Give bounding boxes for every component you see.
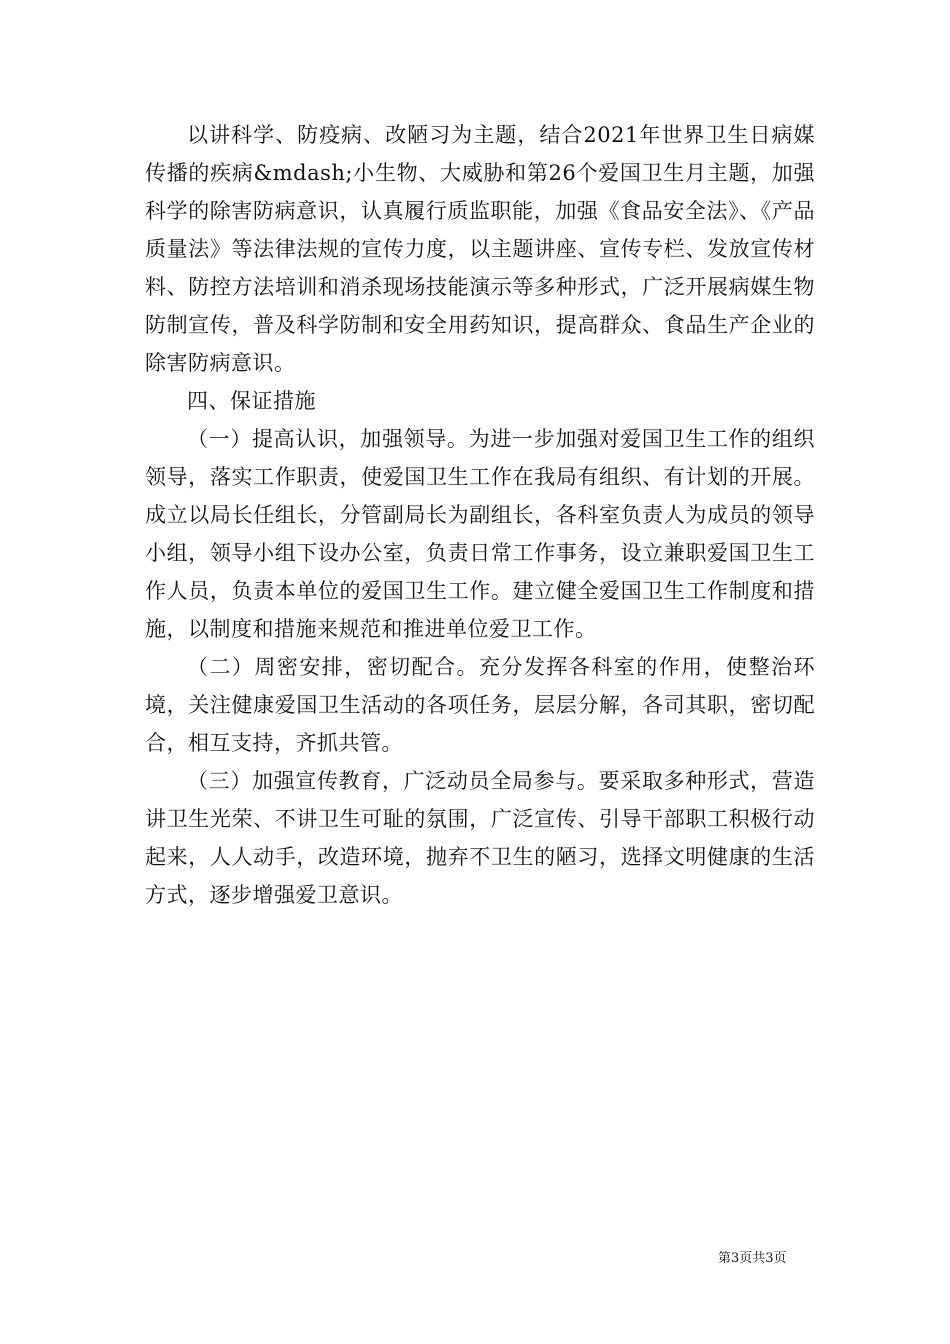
document-body [145,116,815,914]
paragraph-measure-2: （二）周密安排，密切配合。充分发挥各科室的作用，使整治环境，关注健康爱国卫生活动的各项任务，层层分解，各司其职，密切配合，相互支持，齐抓共管。 [145,655,815,755]
paragraph-measure-3: （三）加强宣传教育，广泛动员全局参与。要采取多种形式，营造讲卫生光荣、不讲卫生可耻的氛围，广泛宣传、引导干部职工积极行动起来，人人动手，改造环境，抛弃不卫生的陋习，选择文明健康的生活方式，逐步增强爱卫意识。 [145,769,815,907]
paragraph-measure-1: （一）提高认识，加强领导。为进一步加强对爱国卫生工作的组织领导，落实工作职责，使爱国卫生工作在我局有组织、有计划的开展。成立以局长任组长，分管副局长为副组长，各科室负责人为成员的领导小组，领导小组下设办公室，负责日常工作事务，设立兼职爱国卫生工作人员，负责本单位的爱国卫生工作。建立健全爱国卫生工作制度和措施，以制度和措施来规范和推进单位爱卫工作。 [145,427,815,641]
section-heading-guarantee-measures: 四、保证措施 [187,389,316,413]
page-number-footer: 第3页共3页 [718,1251,787,1266]
paragraph-theme-publicity: 以讲科学、防疫病、改陋习为主题，结合2021年世界卫生日病媒传播的疾病&mdash;小生物、大威胁和第26个爱国卫生月主题，加强科学的除害防病意识，认真履行质监职能，加强《食品安全法》、《产品质量法》等法律法规的宣传力度，以主题讲座、宣传专栏、发放宣传材料、防控方法培训和消杀现场技能演示等多种形式，广泛开展病媒生物防制宣传，普及科学防制和安全用药知识，提高群众、食品生产企业的除害防病意识。 [145,123,815,375]
